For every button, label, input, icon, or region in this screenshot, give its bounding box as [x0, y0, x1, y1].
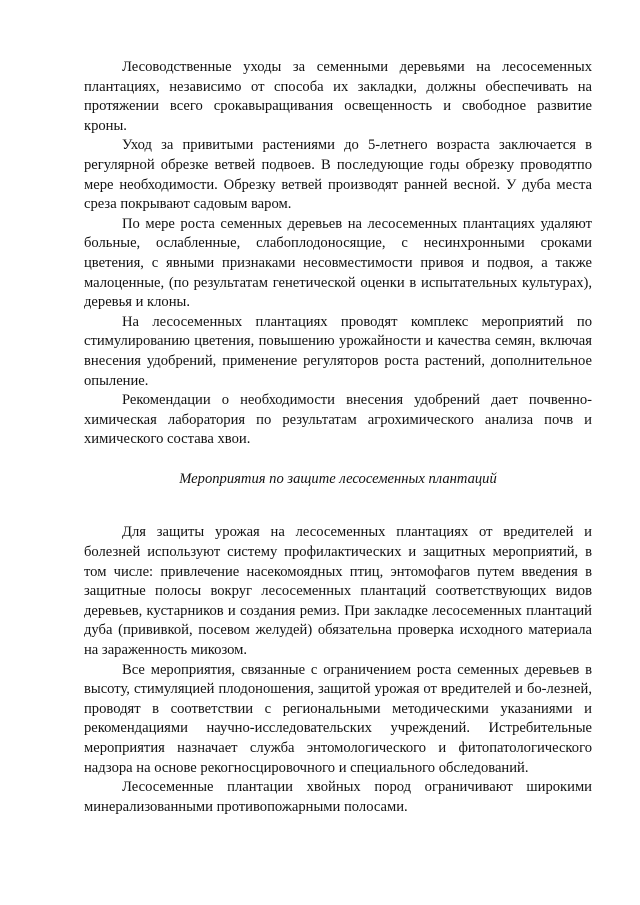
paragraph-silvicultural-care: Лесоводственные уходы за семенными деревьями на лесосеменных плантациях, независимо от способа их закладки, должны обеспечивать на протяжении всего срокавыращивания освещенность и свободное развитие кроны.: [84, 59, 592, 134]
paragraph-fertilizer-recommendations: Рекомендации о необходимости внесения удобрений дает почвенно-химическая лаборатория по результатам агрохимического анализа почв и химического состава хвои.: [84, 392, 592, 448]
document-page: [84, 58, 592, 817]
paragraph-grafted-plants-care: Уход за привитыми растениями до 5-летнего возраста заключается в регулярной обрезке ветвей подвоев. В последующие годы обрезку проводятпо мере необходимости. Обрезку ветвей производят ранней весной. У дуба места среза покрывают садовым варом.: [84, 137, 592, 213]
paragraph-crop-protection: Для защиты урожая на лесосеменных плантациях от вредителей и болезней используют систему профилактических и защитных мероприятий, в том числе: привлечение насекомоядных птиц, энтомофагов путем введения в защитные полосы вокруг лесосеменных плантаций соответствующих видов деревьев, кустарников и создания ремиз. При закладке лесосеменных плантаций дуба (прививкой, посевом желудей) обязательна проверка исходного материала на зараженность микозом.: [84, 524, 592, 659]
paragraph-stimulation-measures: На лесосеменных плантациях проводят комплекс мероприятий по стимулированию цветения, повышению урожайности и качества семян, включая внесения удобрений, применение регуляторов роста растений, дополнительное опыление.: [84, 313, 592, 389]
section-title: Мероприятия по защите лесосеменных плантаций: [179, 470, 497, 487]
paragraph-fire-protection: Лесосеменные плантации хвойных пород ограничивают широкими минерализованными противопожарными полосами.: [84, 779, 592, 815]
paragraph-tree-removal: По мере роста семенных деревьев на лесосеменных плантациях удаляют больные, ослабленные, слабоплодоносящие, с несинхронными сроками цветения, с явными признаками несовместимости привоя и подвоя, а также малоценные, (по результатам генетической оценки в испытательных культурах), деревья и клоны.: [84, 215, 592, 311]
paragraph-regulations: Все мероприятия, связанные с ограничением роста семенных деревьев в высоту, стимуляцией плодоношения, защитой урожая от вредителей и бо-лезней, проводят в соответствии с региональными методическими указаниями и рекомендациями научно-исследовательских учреждений. Истребительные мероприятия назначает служба энтомологического и фитопатологического надзора на основе рекогносцировочного и специального обследований.: [84, 661, 592, 776]
